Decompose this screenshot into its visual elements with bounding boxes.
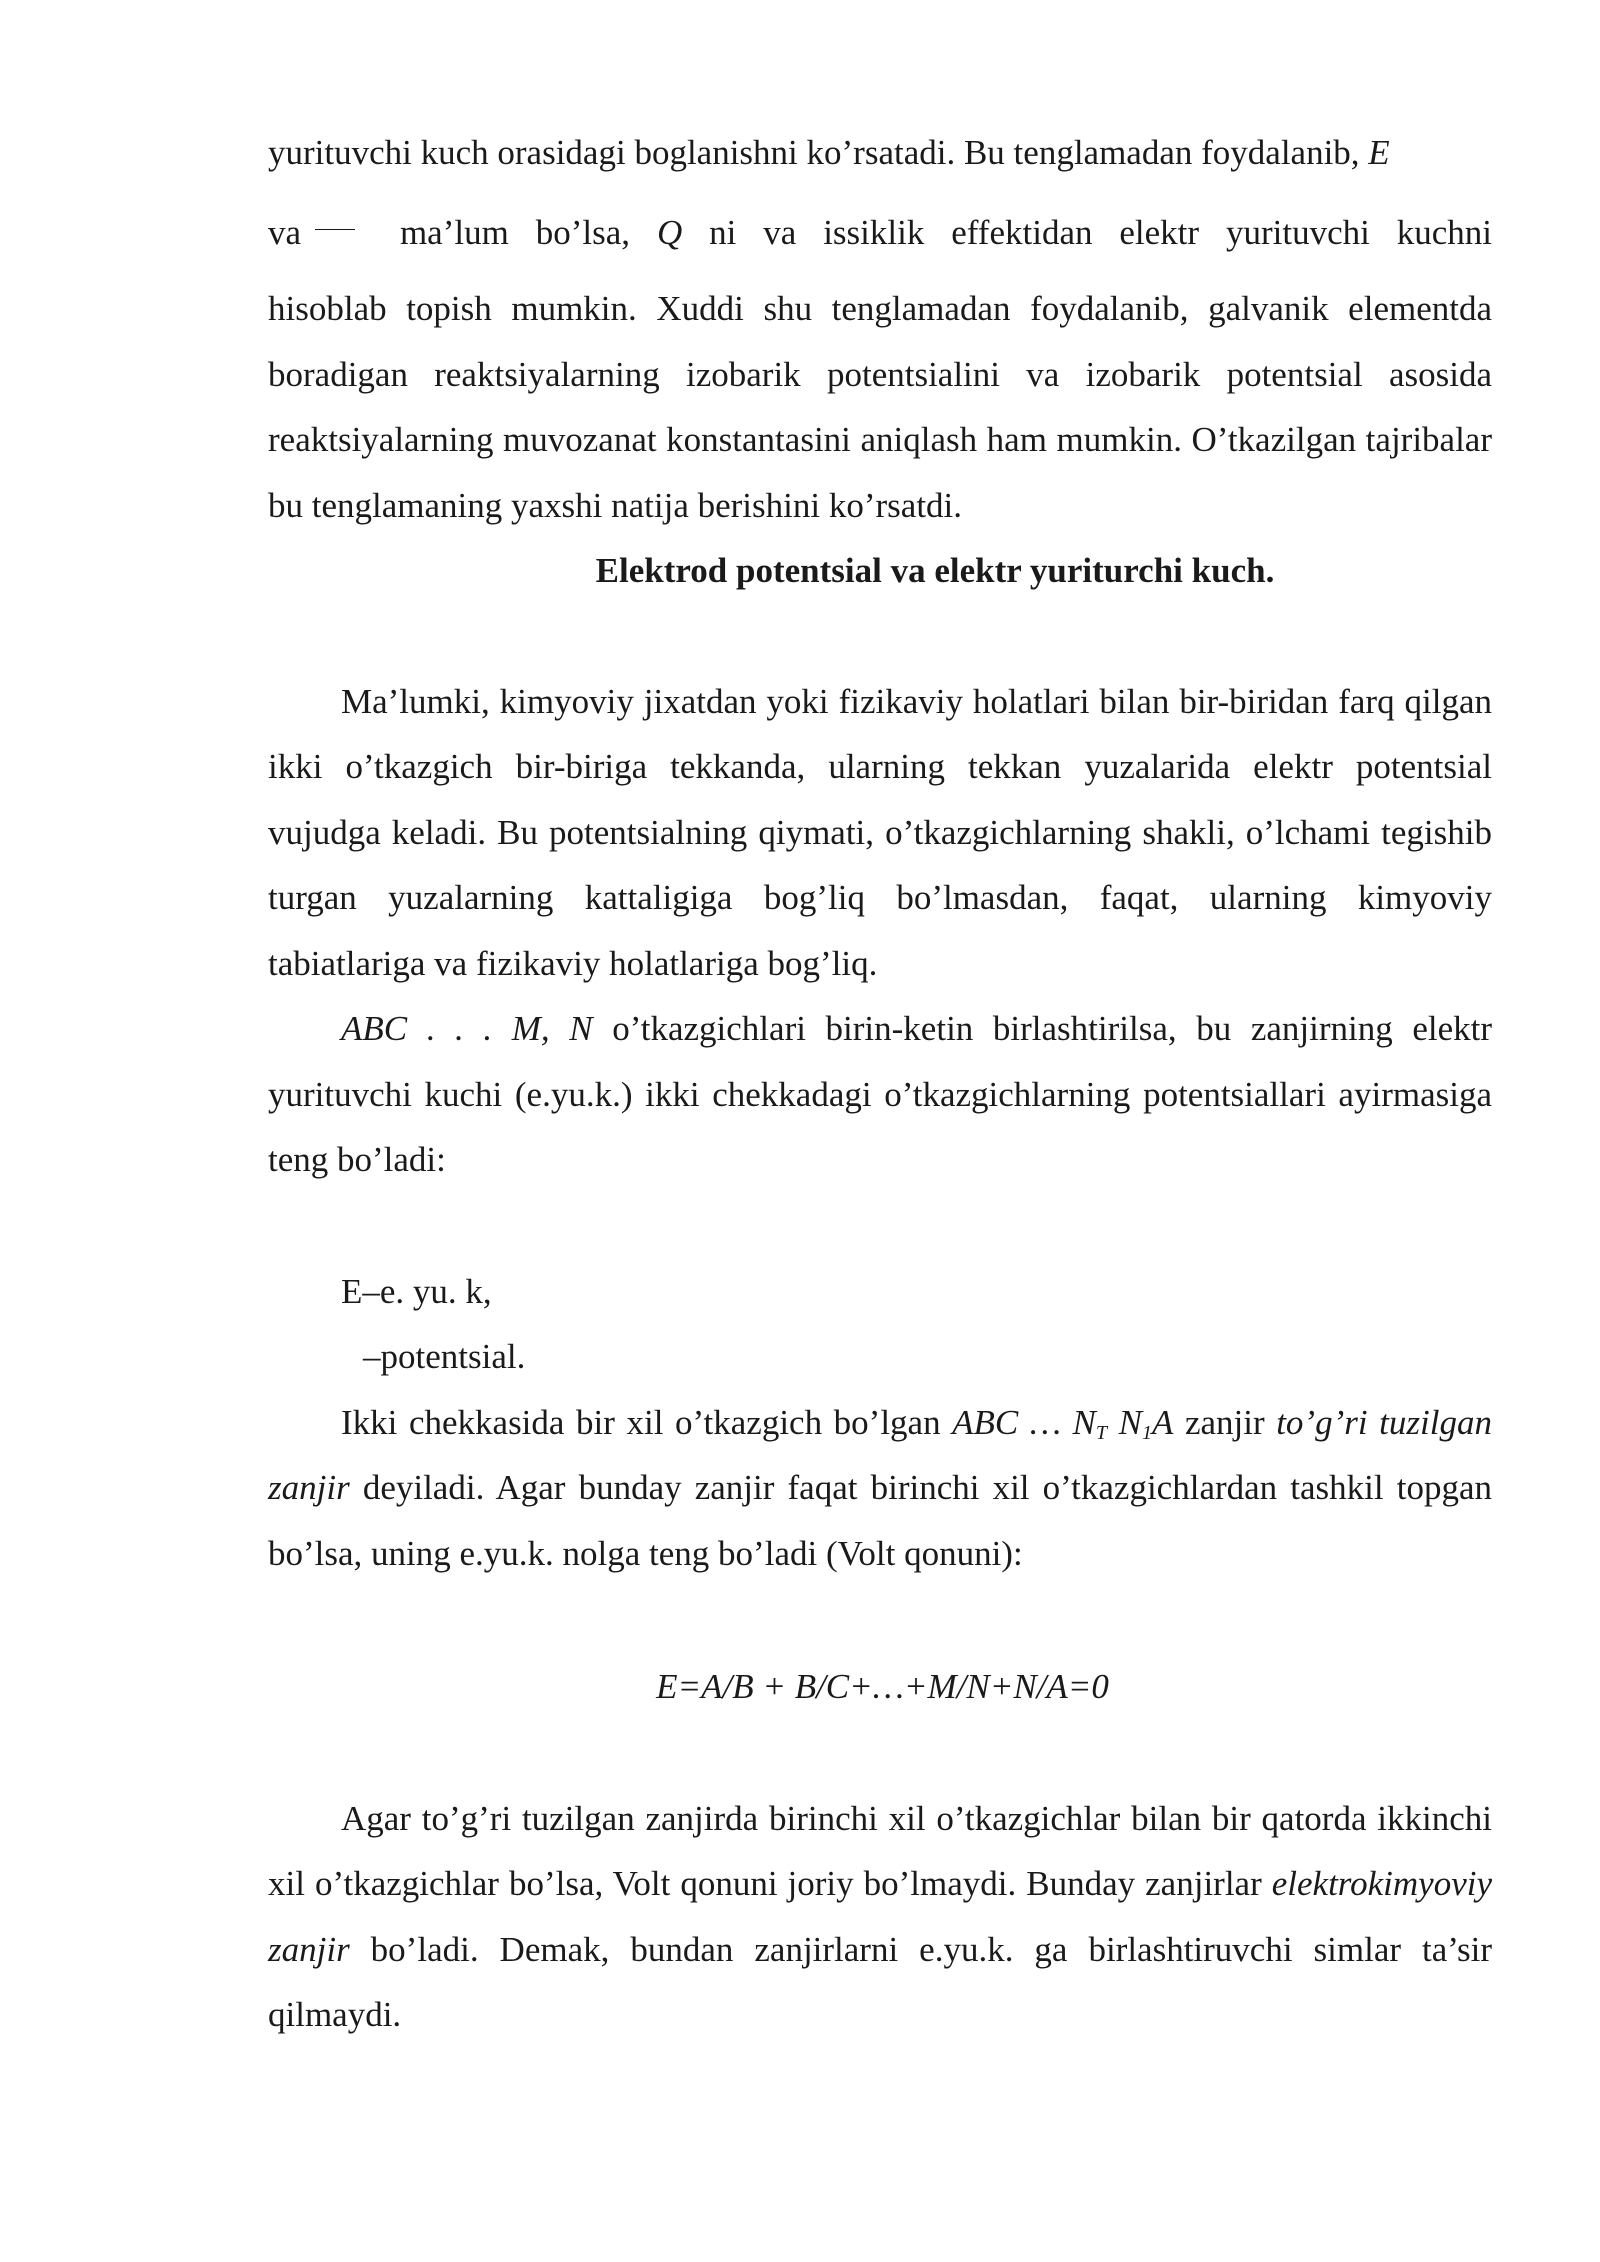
legend-item-emf: E–e. yu. k, (341, 1271, 492, 1311)
paragraph-text: bo’ladi. Demak, bundan zanjirlarni e.yu.k. ga birlashtiruvchi simlar ta’sir qilmaydi. (268, 1929, 1492, 2034)
paragraph-1-rest: hisoblab topish mumkin. Xuddi shu tenglamadan foydalanib, galvanik elementda boradigan reaktsiyalarning izobarik potentsialini va izobarik potentsial asosida reaktsiyalarning muvozanat konstantasini aniqlash ham mumkin. O’tkazilgan tajribalar bu tenglamaning yaxshi natija berishini ko’rsatdi. (268, 289, 1492, 525)
chain-notation: ABC … $N_T$ $N_1A$ (952, 1402, 1174, 1444)
paragraph-5 (268, 1786, 1492, 2048)
volt-law-equation: E=A/B + B/C+…+M/N+N/A=0 (656, 1667, 1109, 1706)
paragraph-line-2 (268, 194, 1492, 272)
variable-q: Q (656, 213, 683, 252)
paragraph-text: deyiladi. Agar bunday zanjir faqat birinchi xil o’tkazgichlardan tashkil topgan bo’lsa, uning e.yu.k. nolga teng bo’ladi (Volt qonuni): (268, 1468, 1492, 1573)
defined-term: to’g’ri tuzilgan zanjir (268, 1402, 1492, 1507)
legend-item-potential: –potentsial. (363, 1337, 526, 1376)
legend-list (268, 1259, 1492, 1390)
paragraph-text: Agar to’g’ri tuzilgan zanjirda birinchi xil o’tkazgichlar bilan bir qatorda ikkinchi xil o’tkazgichlar bo’lsa, Volt qonuni joriy bo’lmaydi. Bunday zanjirlar (268, 1798, 1492, 1903)
paragraph-text: zanjir (1173, 1402, 1277, 1442)
paragraph-2: Ma’lumki, kimyoviy jixatdan yoki fizikaviy holatlari bilan bir-biridan farq qilgan ikki o’tkazgich bir-biriga tekkanda, ularning tekkan yuzalarida elektr potentsial vujudga keladi. Bu potentsialning qiymati, o’tkazgichlarning shakli, o’lchami tegishib turgan yuzalarning kattaligiga bog’liq bo’lmasdan, faqat, ularning kimyoviy tabiatlariga va fizikaviy holatlariga bog’liq. (268, 681, 1492, 983)
paragraph-text: va (268, 213, 302, 252)
fraction-bar-symbol (315, 229, 355, 230)
paragraph-text: ma’lum bo’lsa, (373, 213, 657, 252)
paragraph-text: o’tkazgichlari birin-ketin birlashtirilsa, bu zanjirning elektr yurituvchi kuchi (e.yu.k.) ikki chekkadagi o’tkazgichlarning potentsiallari ayirmasiga teng bo’ladi: (268, 1009, 1492, 1179)
paragraph-text: yurituvchi kuch orasidagi boglanishni ko’rsatadi. Bu tenglamadan foydalanib, (268, 133, 1369, 172)
paragraph-4 (268, 1390, 1492, 1587)
paragraph-text: Ikki chekkasida bir xil o’tkazgich bo’lgan (341, 1402, 953, 1442)
defined-term: elektrokimyoviy zanjir (268, 1864, 1492, 1969)
section-heading: Elektrod potentsial va elektr yuriturchi kuch. (595, 551, 1275, 590)
document-page (268, 112, 1492, 2048)
chain-notation: ABC . . . M, N (341, 1009, 593, 1048)
paragraph-line-1 (268, 112, 1492, 194)
paragraph-3 (268, 996, 1492, 1193)
variable-e: E (1368, 133, 1390, 172)
paragraph-text: ni va issiklik effektidan elektr yurituvchi kuchni (682, 213, 1493, 252)
